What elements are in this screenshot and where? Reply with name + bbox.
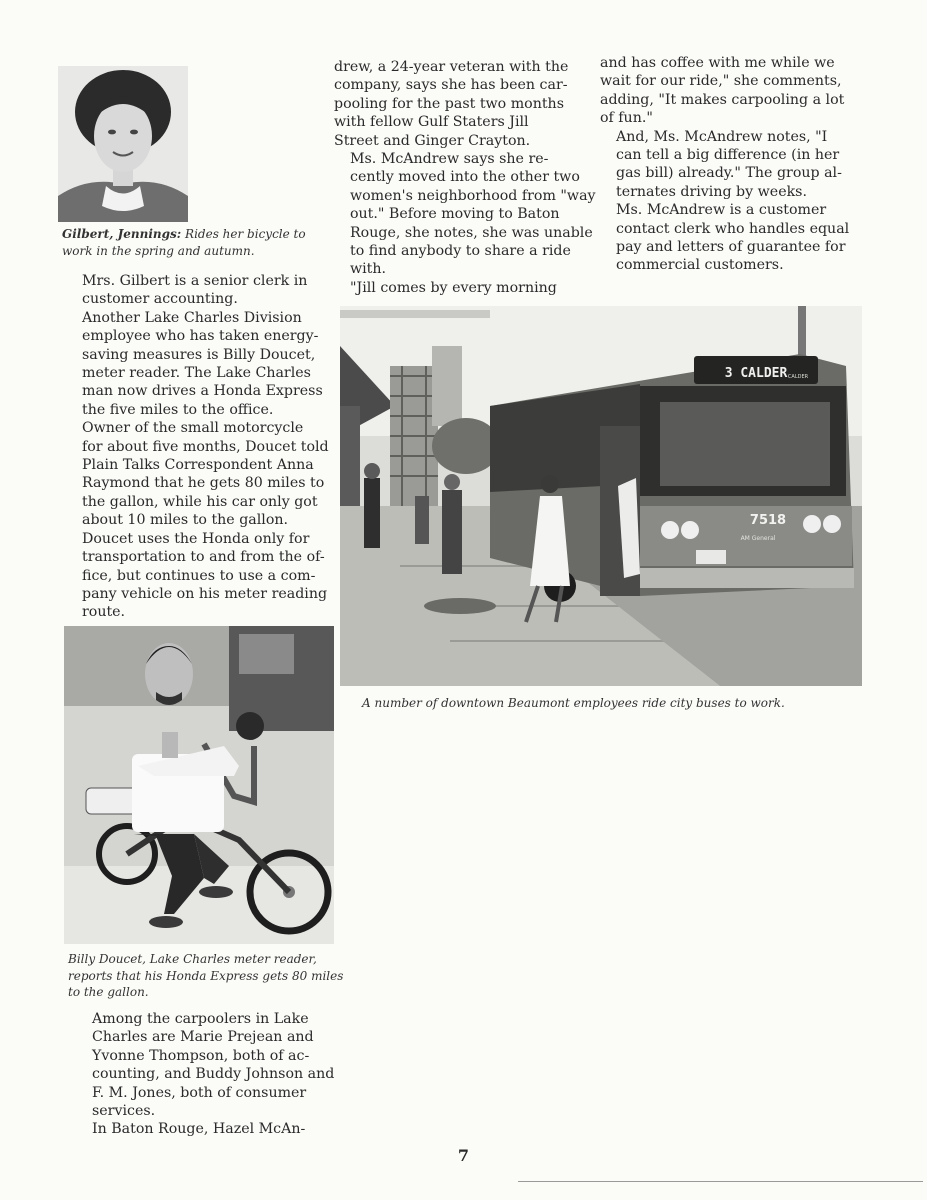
bus-caption-text: A number of downtown Beaumont employees ride city buses to work. — [362, 696, 785, 710]
paragraph — [600, 54, 850, 128]
gilbert-caption — [62, 226, 307, 259]
bus-destination-sign: 3 CALDER — [724, 366, 788, 381]
text-line: route. — [82, 604, 126, 621]
text-line: "Jill comes by every morning — [350, 279, 557, 296]
text-line: Mrs. Gilbert is a senior clerk in — [82, 273, 308, 289]
paragraph — [334, 58, 584, 150]
text-line: ternates driving by weeks. — [616, 183, 807, 200]
text-line: the gallon, while his car only got — [82, 493, 318, 510]
gilbert-caption-text: Rides her bicycle to work in the spring and autumn. — [62, 227, 306, 258]
page-number: 7 — [457, 1146, 470, 1165]
text-line: pany vehicle on his meter reading — [82, 585, 328, 602]
doucet-photo — [64, 626, 334, 944]
paragraph — [334, 150, 596, 279]
text-line: F. M. Jones, both of consumer — [92, 1084, 307, 1101]
text-line: In Baton Rouge, Hazel McAn- — [92, 1121, 306, 1138]
paragraph — [66, 530, 336, 622]
text-line: wait for our ride," she comments, — [600, 73, 842, 90]
paragraph — [600, 128, 850, 202]
column-2-text — [334, 58, 596, 297]
text-line: with. — [350, 261, 387, 278]
text-line: with fellow Gulf Staters Jill — [334, 114, 529, 131]
bus-photo — [340, 306, 862, 686]
text-line: pooling for the past two months — [334, 95, 564, 112]
text-line: Raymond that he gets 80 miles to — [82, 475, 325, 492]
text-line: customer accounting. — [82, 291, 238, 308]
paragraph — [76, 1010, 346, 1120]
doucet-caption-text: Billy Doucet, Lake Charles meter reader, reports that his Honda Express gets 80 miles to the gallon. — [68, 952, 344, 999]
text-line: the five miles to the office. — [82, 401, 274, 418]
text-line: pay and letters of guarantee for — [616, 239, 846, 256]
column-3-text — [600, 54, 850, 275]
footer-rule — [518, 1181, 923, 1182]
text-line: Street and Ginger Crayton. — [334, 132, 531, 149]
paragraph — [66, 272, 336, 309]
text-line: Doucet uses the Honda only for — [82, 530, 310, 547]
text-line: Charles are Marie Prejean and — [92, 1029, 314, 1046]
text-line: fice, but continues to use a com- — [82, 567, 316, 584]
paragraph — [334, 279, 584, 297]
text-line: commercial customers. — [616, 257, 784, 274]
text-line: And, Ms. McAndrew notes, "I — [616, 128, 828, 145]
text-line: Ms. McAndrew is a customer — [616, 202, 827, 219]
gilbert-caption-name: Gilbert, Jennings: — [62, 227, 182, 241]
text-line: gas bill) already." The group al- — [616, 165, 842, 182]
text-line: can tell a big difference (in her — [616, 147, 840, 164]
text-line: services. — [92, 1103, 156, 1120]
text-line: meter reader. The Lake Charles — [82, 365, 311, 382]
text-line: women's neighborhood from "way — [350, 187, 596, 204]
doucet-caption — [68, 951, 346, 1001]
text-line: out." Before moving to Baton — [350, 206, 560, 223]
text-line: contact clerk who handles equal — [616, 220, 850, 237]
text-line: counting, and Buddy Johnson and — [92, 1066, 335, 1083]
column-1-text — [66, 272, 336, 622]
text-line: transportation to and from the of- — [82, 549, 325, 566]
bus-fleet-number: 7518 — [749, 513, 787, 528]
text-line: Owner of the small motorcycle — [82, 420, 304, 437]
text-line: cently moved into the other two — [350, 169, 580, 186]
text-line: adding, "It makes carpooling a lot — [600, 91, 845, 108]
text-line: Plain Talks Correspondent Anna — [82, 457, 314, 474]
text-line: about 10 miles to the gallon. — [82, 512, 289, 529]
text-line: Rouge, she notes, she was unable — [350, 224, 593, 241]
text-line: drew, a 24-year veteran with the — [334, 59, 569, 75]
gilbert-photo — [58, 66, 188, 222]
text-line: company, says she has been car- — [334, 77, 568, 94]
paragraph — [66, 309, 336, 419]
paragraph — [600, 201, 850, 275]
text-line: of fun." — [600, 110, 653, 127]
paragraph — [66, 419, 336, 529]
text-line: and has coffee with me while we — [600, 55, 835, 71]
text-line: Yvonne Thompson, both of ac- — [92, 1047, 310, 1064]
text-line: employee who has taken energy- — [82, 328, 319, 345]
bus-destination-subsign: CALDER — [787, 374, 809, 380]
text-line: saving measures is Billy Doucet, — [82, 346, 316, 363]
text-line: for about five months, Doucet told — [82, 438, 329, 455]
paragraph — [76, 1120, 346, 1138]
text-line: Ms. McAndrew says she re- — [350, 151, 549, 168]
column-1-continued-text — [76, 1010, 346, 1139]
bus-caption — [362, 695, 862, 712]
text-line: man now drives a Honda Express — [82, 383, 323, 400]
text-line: Another Lake Charles Division — [82, 309, 302, 326]
bus-maker-label: AM General — [740, 535, 776, 542]
text-line: to find anybody to share a ride — [350, 243, 571, 260]
text-line: Among the carpoolers in Lake — [92, 1011, 309, 1027]
